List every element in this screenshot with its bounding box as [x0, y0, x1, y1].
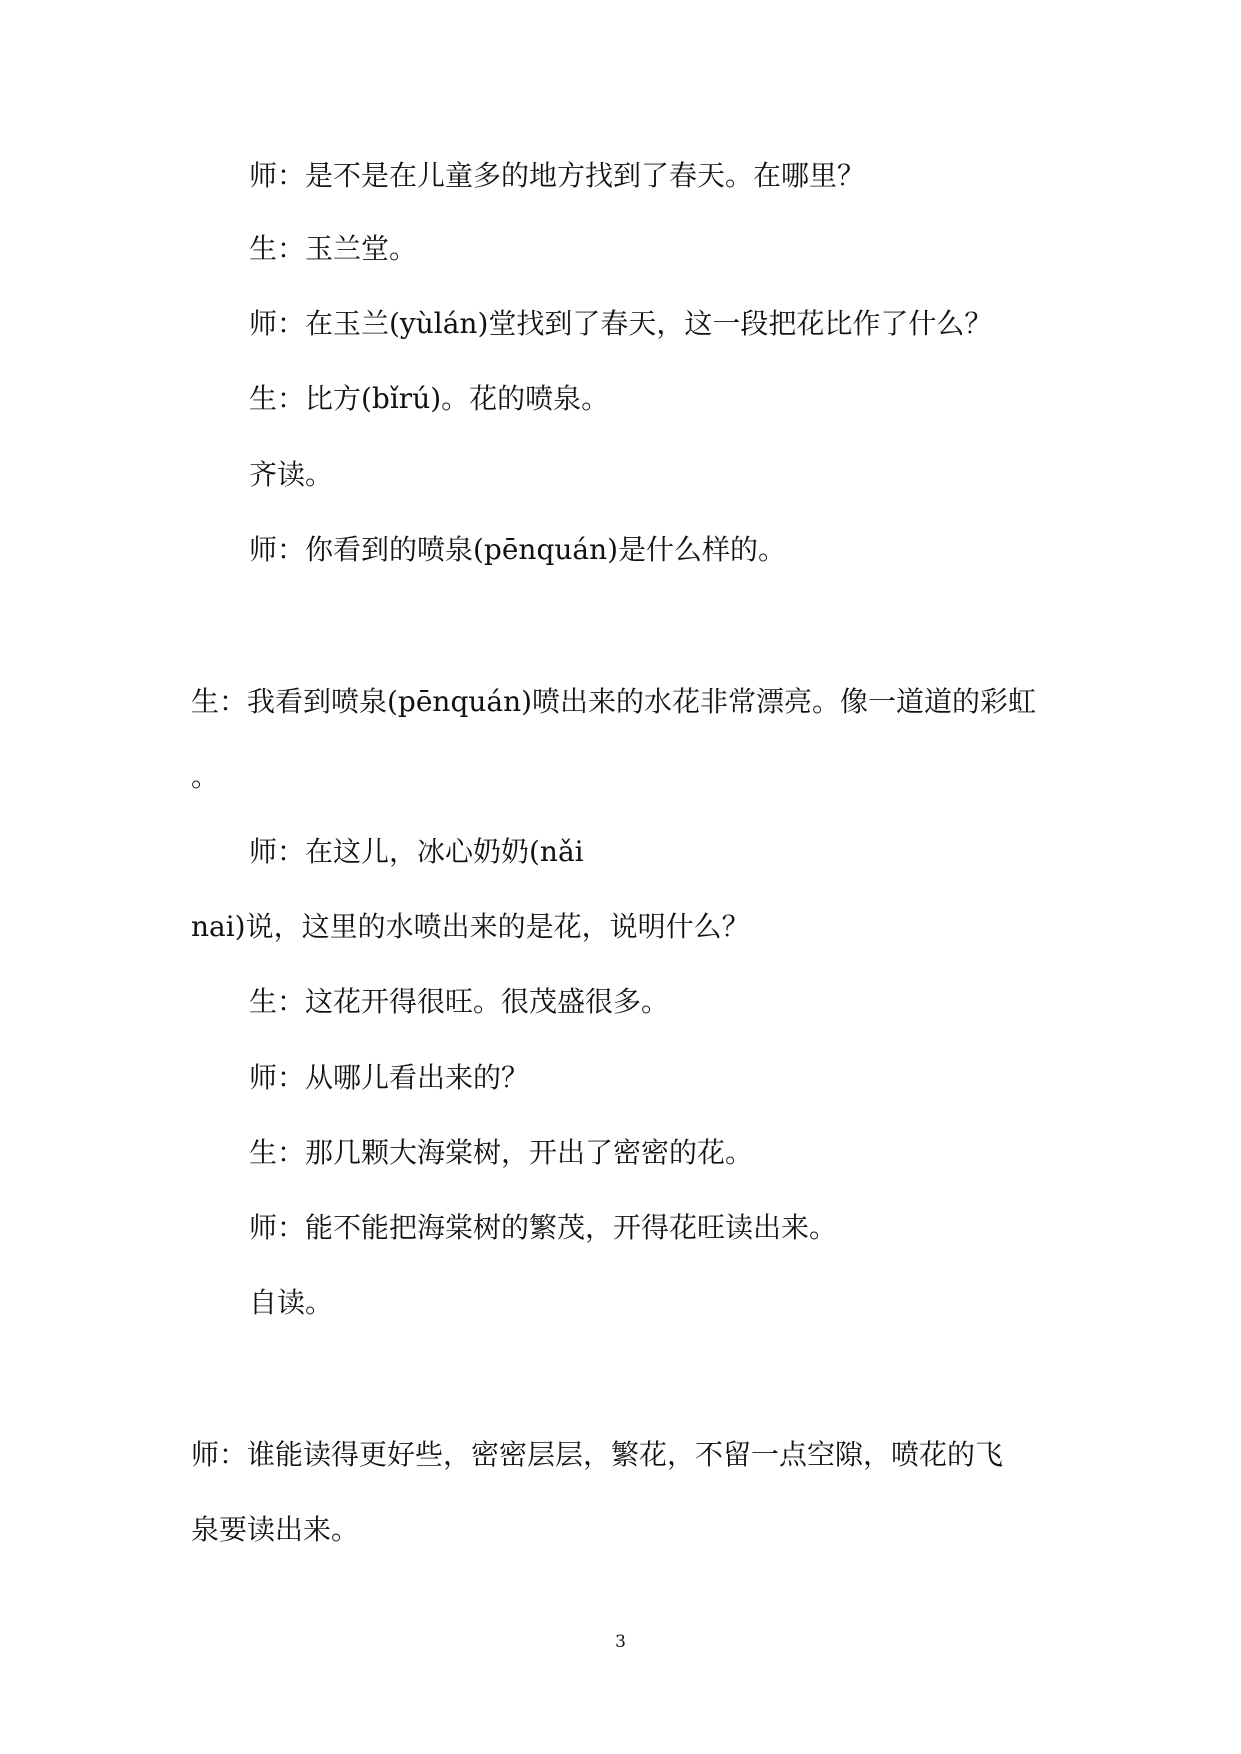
dialogue-line: 师：在这儿，冰心奶奶(nǎi: [249, 835, 584, 868]
dialogue-line: 生：这花开得很旺。很茂盛很多。: [249, 985, 670, 1018]
page-number: 3: [615, 1632, 626, 1652]
dialogue-line: 生：比方(bǐrú)。花的喷泉。: [249, 382, 610, 415]
dialogue-line: 师：是不是在儿童多的地方找到了春天。在哪里？: [249, 159, 866, 192]
dialogue-line: 泉要读出来。: [191, 1513, 360, 1546]
dialogue-line: 生：那几颗大海棠树，开出了密密的花。: [249, 1136, 754, 1169]
dialogue-line: 师：你看到的喷泉(pēnquán)是什么样的。: [249, 533, 787, 566]
dialogue-line: nai)说，这里的水喷出来的是花，说明什么？: [191, 910, 750, 943]
dialogue-line: 师：谁能读得更好些，密密层层，繁花，不留一点空隙，喷花的飞: [191, 1438, 1004, 1471]
dialogue-line: 生：玉兰堂。: [249, 232, 418, 265]
dialogue-line: 齐读。: [249, 458, 334, 491]
dialogue-line: 。: [191, 760, 220, 793]
dialogue-line: 自读。: [249, 1286, 334, 1319]
dialogue-line: 师：在玉兰(yùlán)堂找到了春天，这一段把花比作了什么？: [249, 307, 993, 340]
dialogue-line: 生：我看到喷泉(pēnquán)喷出来的水花非常漂亮。像一道道的彩虹: [191, 685, 1037, 718]
dialogue-line: 师：从哪儿看出来的？: [249, 1061, 530, 1094]
dialogue-line: 师：能不能把海棠树的繁茂，开得花旺读出来。: [249, 1211, 838, 1244]
